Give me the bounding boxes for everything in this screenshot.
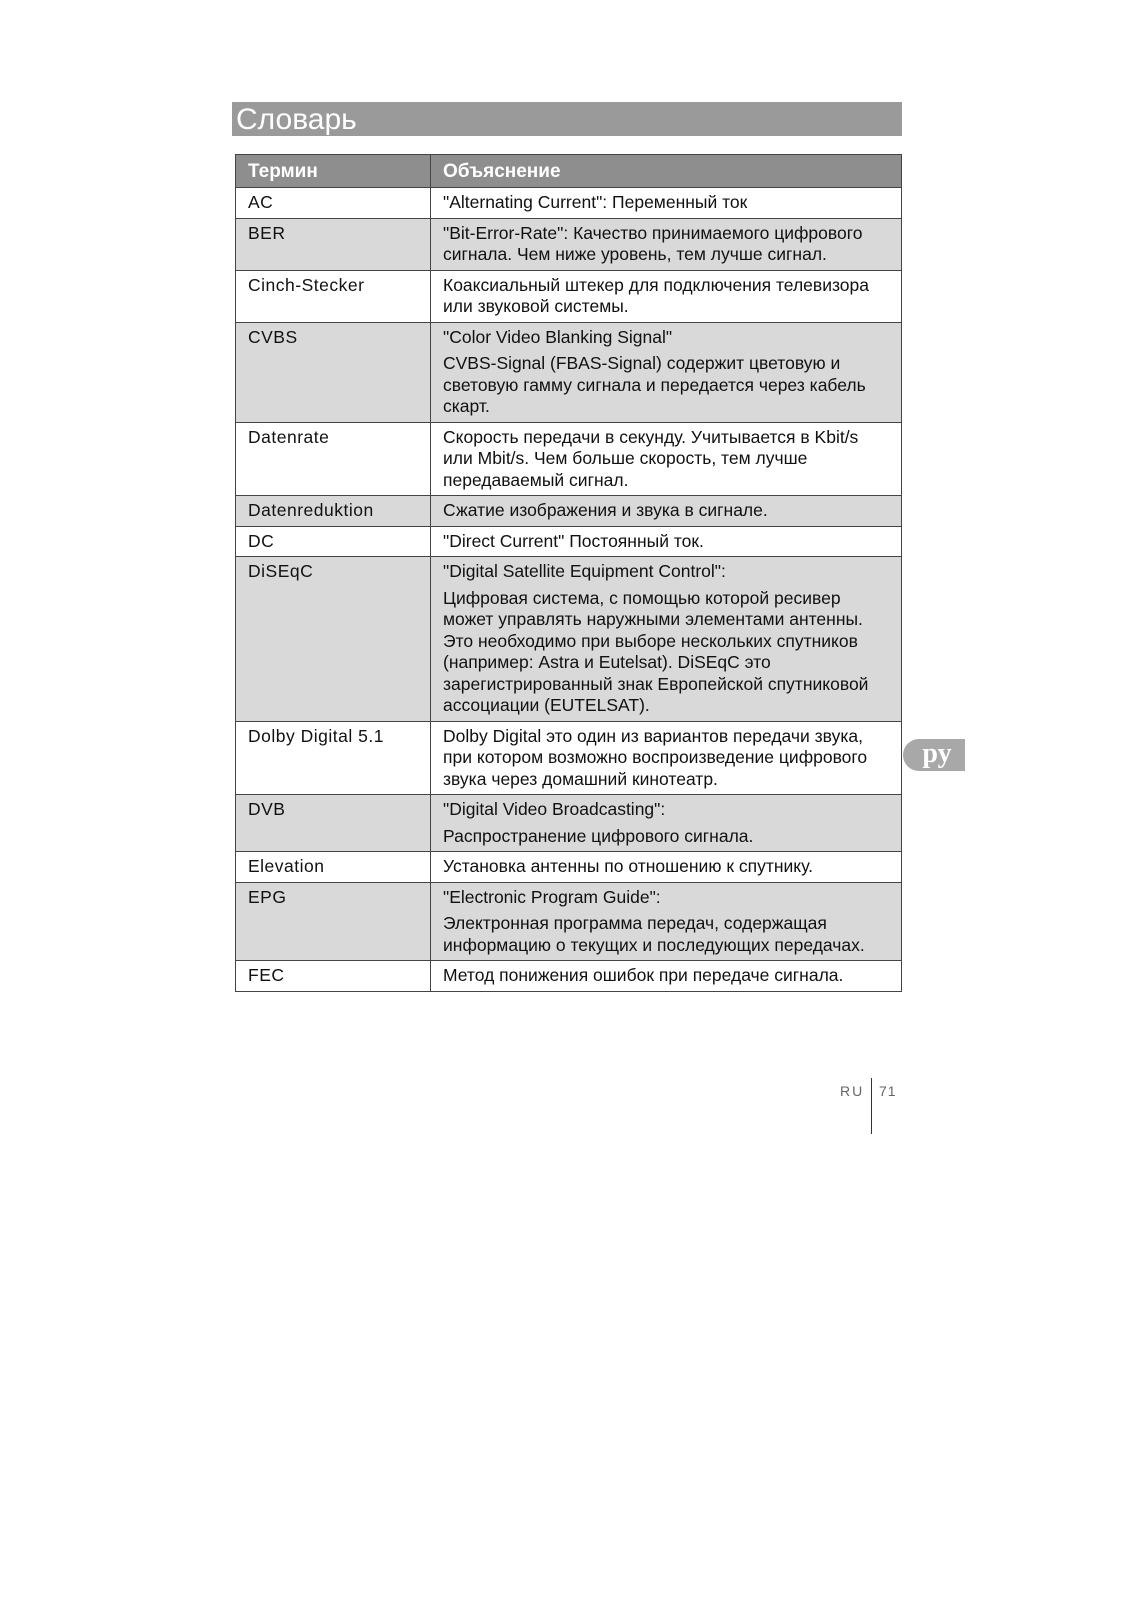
explanation-text: Цифровая система, с помощью которой ресивер может управлять наружными элементами антенны. Это необходимо при выборе нескольких спутников (например: Astra и Eutelsat). DiSEqC это зарегистрированный знак Европейской спутниковой ассоциации (EUTELSAT).	[443, 587, 869, 715]
table-row	[236, 422, 902, 496]
table-row	[236, 188, 902, 219]
explanation-text: "Direct Current" Постоянный ток.	[443, 530, 704, 551]
page-title: Словарь	[232, 102, 902, 136]
glossary-explanation	[431, 557, 902, 722]
page-number: 71	[879, 1083, 897, 1099]
glossary-explanation	[431, 218, 902, 270]
table-row	[236, 557, 902, 722]
glossary-explanation	[431, 795, 902, 852]
table-row	[236, 270, 902, 322]
glossary-term: FEC	[236, 961, 431, 992]
glossary-explanation	[431, 882, 902, 961]
glossary-explanation	[431, 852, 902, 883]
explanation-text: Dolby Digital это один из вариантов передачи звука, при котором возможно воспроизведение цифрового звука через домашний кинотеатр.	[443, 725, 868, 789]
table-row	[236, 961, 902, 992]
explanation-text: CVBS-Signal (FBAS-Signal) содержит цветовую и световую гамму сигнала и передается через кабель скарт.	[443, 353, 866, 416]
glossary-term: AC	[236, 188, 431, 219]
explanation-text: "Bit-Error-Rate": Качество принимаемого цифрового сигнала. Чем ниже уровень, тем лучше сигнал.	[443, 222, 863, 264]
glossary-term: DVB	[236, 795, 431, 852]
glossary-term: DC	[236, 526, 431, 557]
explanation-text: Коаксиальный штекер для подключения телевизора или звуковой системы.	[443, 274, 869, 316]
explanation-text: "Electronic Program Guide":	[443, 886, 661, 907]
table-row	[236, 852, 902, 883]
glossary-explanation	[431, 322, 902, 422]
glossary-term: EPG	[236, 882, 431, 961]
explanation-text: Скорость передачи в секунду. Учитывается в Kbit/s или Mbit/s. Чем больше скорость, тем лучше передаваемый сигнал.	[443, 426, 859, 490]
glossary-explanation	[431, 496, 902, 527]
table-header-row	[236, 155, 902, 188]
glossary-term: Elevation	[236, 852, 431, 883]
table-row	[236, 218, 902, 270]
glossary-term: CVBS	[236, 322, 431, 422]
explanation-text: Сжатие изображения и звука в сигнале.	[443, 500, 768, 520]
glossary-explanation	[431, 961, 902, 992]
table-row	[236, 721, 902, 795]
table-row	[236, 882, 902, 961]
header-term: Термин	[236, 155, 431, 188]
glossary-term: Datenrate	[236, 422, 431, 496]
explanation-text: "Alternating Current": Переменный ток	[443, 192, 748, 212]
glossary-explanation	[431, 422, 902, 496]
glossary-term: Cinch-Stecker	[236, 270, 431, 322]
glossary-body	[236, 188, 902, 992]
explanation-text: Распространение цифрового сигнала.	[443, 825, 754, 846]
glossary-term: BER	[236, 218, 431, 270]
explanation-text: Метод понижения ошибок при передаче сигнала.	[443, 965, 844, 985]
explanation-text: "Color Video Blanking Signal"	[443, 326, 673, 347]
explanation-text: "Digital Satellite Equipment Control":	[443, 561, 726, 581]
glossary-explanation	[431, 188, 902, 219]
table-row	[236, 526, 902, 557]
explanation-text: Электронная программа передач, содержащая информацию о текущих и последующих передачах.	[443, 913, 865, 955]
glossary-term: DiSEqC	[236, 557, 431, 722]
explanation-text: "Digital Video Broadcasting":	[443, 799, 666, 819]
explanation-text: Установка антенны по отношению к спутнику.	[443, 856, 813, 876]
footer-divider	[871, 1078, 872, 1134]
table-row	[236, 322, 902, 422]
glossary-explanation	[431, 721, 902, 795]
header-explanation: Объяснение	[431, 155, 902, 188]
glossary-term: Datenreduktion	[236, 496, 431, 527]
glossary-table	[235, 154, 902, 992]
glossary-explanation	[431, 270, 902, 322]
language-side-tab: ру	[903, 739, 965, 771]
table-row	[236, 795, 902, 852]
glossary-term: Dolby Digital 5.1	[236, 721, 431, 795]
table-row	[236, 496, 902, 527]
footer-language: RU	[840, 1083, 865, 1099]
glossary-explanation	[431, 526, 902, 557]
